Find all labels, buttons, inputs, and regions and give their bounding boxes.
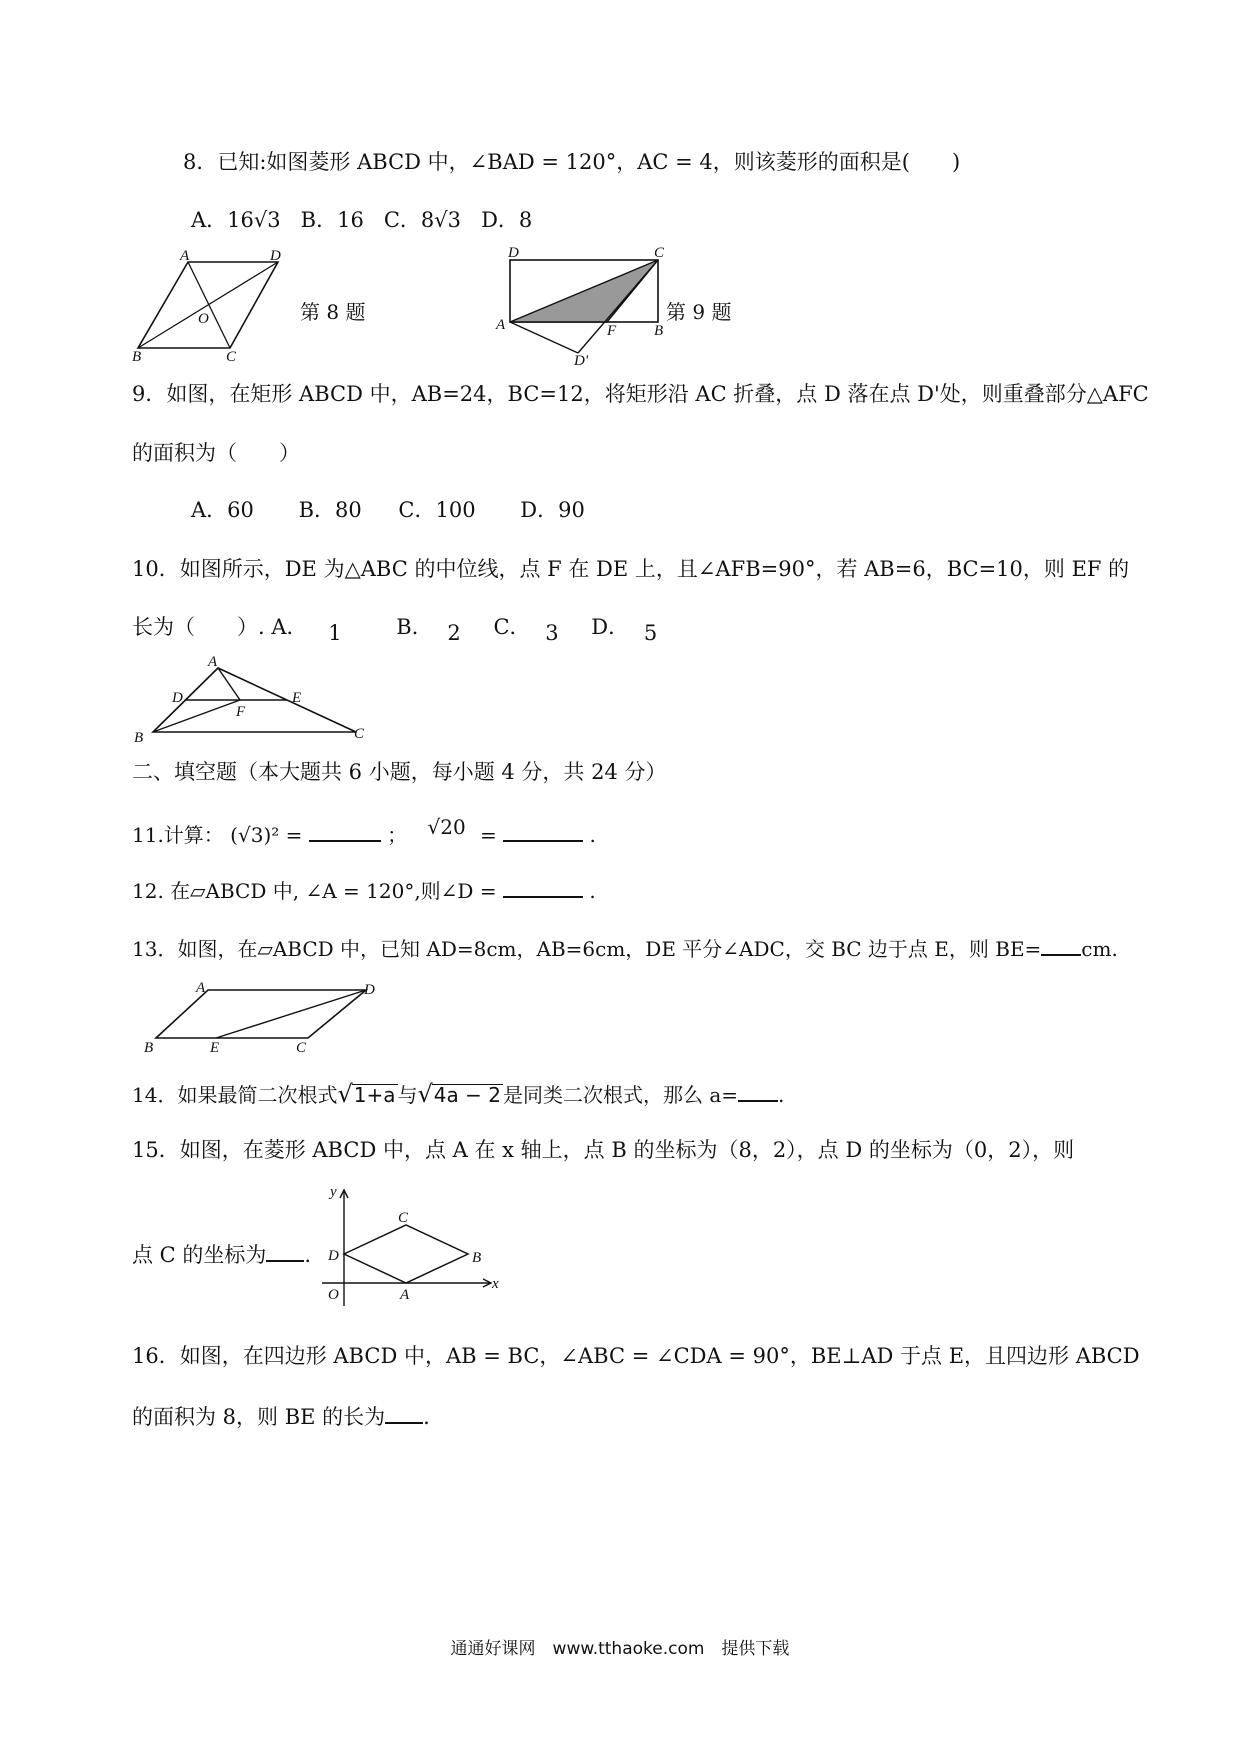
q15-label-d: D <box>328 1248 339 1264</box>
q10-label-d: D <box>172 690 183 706</box>
q14-end: . <box>778 1083 785 1107</box>
q8-option-d: D．8 <box>481 208 533 232</box>
q11-expr2: √20 <box>427 815 466 839</box>
q9-label-a: A <box>496 317 506 333</box>
q14-radicand-1: 1+a <box>353 1083 396 1107</box>
q13-text: 13．如图，在▱ABCD 中，已知 AD=8cm，AB=6cm，DE 平分∠ADC，交 BC 边于点 E，则 BE= <box>132 937 1042 961</box>
sqrt-icon: √ <box>337 1080 353 1108</box>
q10-option-b-value: 2 <box>447 621 461 645</box>
q15-coordinate-figure <box>318 1182 508 1314</box>
q8-label-c: C <box>226 349 237 365</box>
q8-label-b: B <box>132 349 142 365</box>
q13-label-a: A <box>196 980 206 996</box>
q13-blank[interactable] <box>1041 936 1081 956</box>
q10-label-b: B <box>134 730 144 746</box>
q15-label-b: B <box>472 1250 482 1266</box>
q8-rhombus-figure <box>130 245 290 365</box>
q8-stem: 8．已知:如图菱形 ABCD 中，∠BAD = 120°，AC = 4，则该菱形的面积是( ) <box>183 150 961 174</box>
q10-option-c-value: 3 <box>545 621 559 645</box>
q9-label-d: D <box>508 245 519 261</box>
q13-unit: cm. <box>1081 937 1118 961</box>
q8-label-a: A <box>180 248 190 264</box>
q10-label-e: E <box>292 690 302 706</box>
q14-blank[interactable] <box>738 1082 778 1102</box>
q13 <box>132 936 1118 959</box>
q14-mid: 与 <box>397 1083 418 1107</box>
q16-line1: 16．如图，在四边形 ABCD 中，AB = BC，∠ABC = ∠CDA = 90°，BE⊥AD 于点 E，且四边形 ABCD <box>132 1344 1140 1368</box>
q12-blank[interactable] <box>503 878 583 898</box>
q10-option-d-value: 5 <box>643 621 658 645</box>
q10-stem-line2 <box>132 615 658 645</box>
q9-option-b: B．80 <box>298 498 362 522</box>
q11-blank-1[interactable] <box>309 822 381 842</box>
q13-label-d: D <box>364 982 375 998</box>
q8-figure-caption: 第 8 题 <box>300 300 366 324</box>
q10-option-d-label: D． <box>591 615 630 639</box>
q11-eq: = <box>480 823 497 847</box>
q8-options <box>191 210 532 231</box>
q15-line1: 15．如图，在菱形 ABCD 中，点 A 在 x 轴上，点 B 的坐标为（8，2），点 D 的坐标为（0，2），则 <box>132 1138 1075 1162</box>
q15-label-c: C <box>398 1210 409 1226</box>
q14-prefix: 14．如果最简二次根式 <box>132 1083 338 1107</box>
q9-option-d: D．90 <box>520 498 585 522</box>
q11-blank-2[interactable] <box>503 822 583 842</box>
q11 <box>132 815 596 847</box>
page-footer: 通通好课网 www.tthaoke.com 提供下载 <box>450 1639 790 1659</box>
q12-end: . <box>589 879 596 903</box>
q10-prefix: 长为（ ）. A． <box>132 615 308 639</box>
q9-option-a: A．60 <box>191 498 254 522</box>
q10-label-c: C <box>354 726 365 742</box>
q16-line2 <box>132 1404 430 1428</box>
q11-sep: ； <box>387 823 408 847</box>
q11-prefix: 11.计算： <box>132 823 224 847</box>
q12-text: 12. 在▱ABCD 中, ∠A = 120°,则∠D = <box>132 879 497 903</box>
q9-rectangle-figure <box>492 243 672 368</box>
q8-option-c: C．8√3 <box>383 208 462 232</box>
section2-title: 二、填空题（本大题共 6 小题，每小题 4 分，共 24 分） <box>132 760 667 784</box>
q15-blank[interactable] <box>266 1242 304 1262</box>
q14-suffix: 是同类二次根式，那么 a= <box>502 1083 739 1107</box>
q9-label-c: C <box>654 245 665 261</box>
q9-stem-line1: 9．如图，在矩形 ABCD 中，AB=24，BC=12，将矩形沿 AC 折叠，点 D 落在点 D'处，则重叠部分△AFC <box>132 382 1149 406</box>
q9-label-d-prime: D' <box>574 353 589 368</box>
q13-label-e: E <box>210 1040 220 1056</box>
q16-end: . <box>423 1405 430 1429</box>
q8-label-d: D <box>270 248 281 264</box>
q15-label-a: A <box>400 1287 410 1303</box>
q16-blank[interactable] <box>385 1404 423 1424</box>
q16-line2-text: 的面积为 8，则 BE 的长为 <box>132 1405 386 1429</box>
q10-option-c-label: C． <box>493 615 531 639</box>
q11-end: . <box>589 823 596 847</box>
q10-label-a: A <box>208 654 218 670</box>
q14 <box>132 1082 784 1106</box>
q10-stem-line1: 10．如图所示，DE 为△ABC 的中位线，点 F 在 DE 上，且∠AFB=90°，若 AB=6，BC=10，则 EF 的 <box>132 557 1130 581</box>
q9-label-b: B <box>654 323 664 339</box>
q15-line2 <box>132 1242 311 1266</box>
q15-end: . <box>304 1243 312 1267</box>
q10-triangle-figure <box>130 652 380 747</box>
sqrt-icon: √ <box>417 1080 433 1108</box>
q8-option-b: B．16 <box>300 208 364 232</box>
q10-option-b-label: B． <box>396 615 433 639</box>
q8-label-o: O <box>198 311 209 327</box>
q9-label-f: F <box>607 323 617 339</box>
q12 <box>132 878 596 901</box>
q13-label-c: C <box>296 1040 307 1056</box>
q9-option-c: C．100 <box>398 498 476 522</box>
q13-label-b: B <box>144 1040 154 1056</box>
q13-parallelogram-figure <box>138 980 388 1056</box>
q10-option-a-value: 1 <box>328 621 342 645</box>
q9-stem-line2: 的面积为（ ） <box>132 441 300 465</box>
q10-label-f: F <box>236 704 246 720</box>
q11-expr1: (√3)² = <box>230 823 303 847</box>
q15-label-o: O <box>328 1287 339 1303</box>
q15-label-y: y <box>330 1184 337 1200</box>
q8-option-a: A．16√3 <box>191 208 281 232</box>
q14-radicand-2: 4a − 2 <box>433 1083 501 1107</box>
q9-figure-caption: 第 9 题 <box>666 300 732 324</box>
q9-options <box>191 500 585 521</box>
q15-label-x: x <box>492 1276 499 1292</box>
q15-line2-text: 点 C 的坐标为 <box>132 1243 267 1267</box>
